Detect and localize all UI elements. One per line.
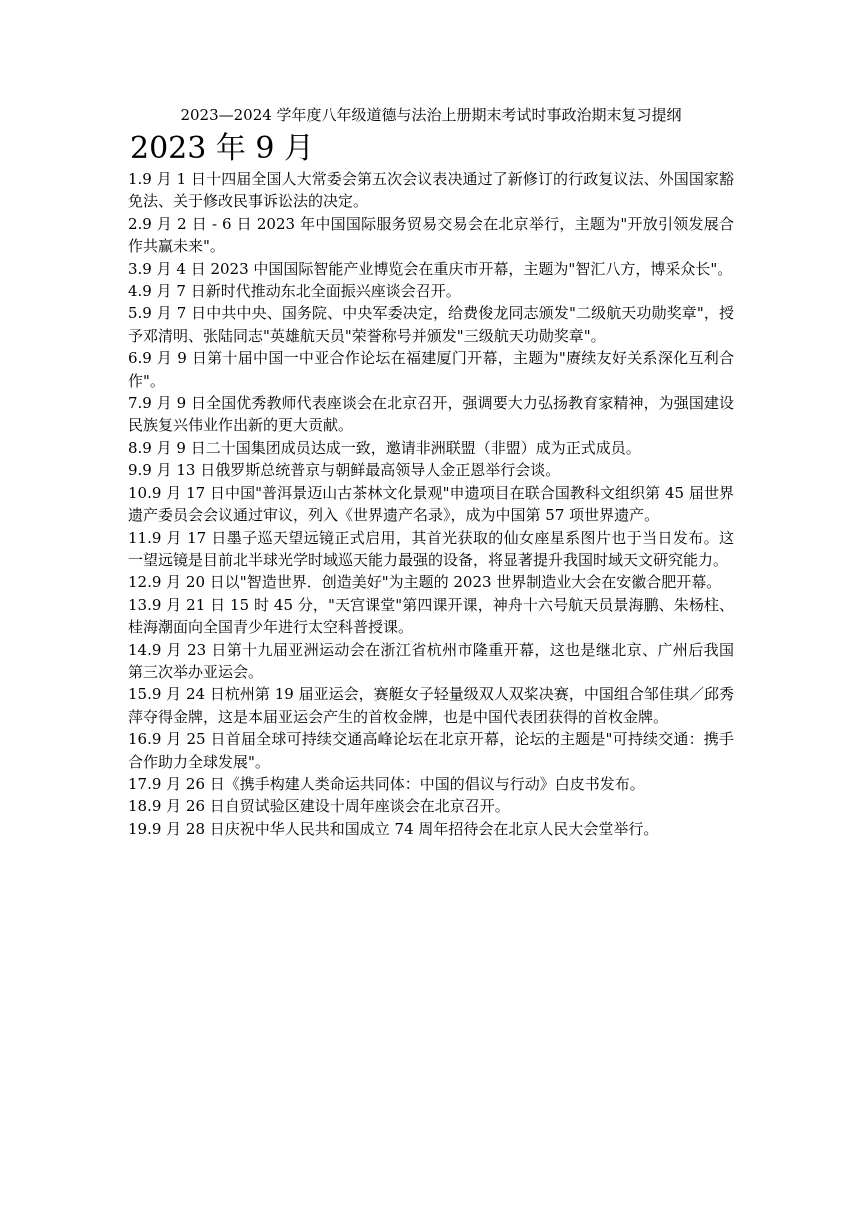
news-item: 7.9 月 9 日全国优秀教师代表座谈会在北京召开，强调要大力弘扬教育家精神，为强国建设民族复兴伟业作出新的更大贡献。 [128, 394, 734, 435]
news-item: 10.9 月 17 日中国"普洱景迈山古茶林文化景观"申遗项目在联合国教科文组织第 45 届世界遗产委员会会议通过审议，列入《世界遗产名录》，成为中国第 57 项世界遗产。 [128, 483, 734, 525]
news-item: 14.9 月 23 日第十九届亚洲运动会在浙江省杭州市隆重开幕，这也是继北京、广州后我国第三次举办亚运会。 [128, 640, 734, 681]
news-item: 12.9 月 20 日以"智造世界．创造美好"为主题的 2023 世界制造业大会在安徽合肥开幕。 [128, 573, 722, 592]
news-item: 4.9 月 7 日新时代推动东北全面振兴座谈会召开。 [128, 282, 461, 301]
news-item: 1.9 月 1 日十四届全国人大常委会第五次会议表决通过了新修订的行政复议法、外国国家豁免法、关于修改民事诉讼法的决定。 [128, 170, 734, 211]
news-item: 3.9 月 4 日 2023 中国国际智能产业博览会在重庆市开幕，主题为"智汇八方，博采众长"。 [128, 259, 733, 278]
news-item: 19.9 月 28 日庆祝中华人民共和国成立 74 周年招待会在北京人民大会堂举行。 [128, 819, 659, 838]
news-item: 9.9 月 13 日俄罗斯总统普京与朝鲜最高领导人金正恩举行会谈。 [128, 461, 561, 480]
news-item: 6.9 月 9 日第十届中国一中亚合作论坛在福建厦门开幕，主题为"赓续友好关系深化互利合作"。 [128, 349, 734, 390]
news-list [128, 168, 734, 840]
document-page [128, 104, 734, 840]
news-item: 11.9 月 17 日墨子巡天望远镜正式启用，其首光获取的仙女座星系图片也于当日发布。这一望远镜是目前北半球光学时域巡天能力最强的设备，将显著提升我国时域天文研究能力。 [128, 528, 734, 569]
document-title: 2023—2024 学年度八年级道德与法治上册期末考试时事政治期末复习提纲 [180, 106, 682, 124]
news-item: 13.9 月 21 日 15 时 45 分，"天宫课堂"第四课开课，神舟十六号航天员景海鹏、朱杨柱、桂海潮面向全国青少年进行太空科普授课。 [128, 595, 734, 637]
news-item: 17.9 月 26 日《携手构建人类命运共同体：中国的倡议与行动》白皮书发布。 [128, 774, 645, 793]
month-heading: 2023 年 9 月 [130, 131, 315, 166]
news-item: 15.9 月 24 日杭州第 19 届亚运会，赛艇女子轻量级双人双桨决赛，中国组合邹佳琪／邱秀萍夺得金牌，这是本届亚运会产生的首枚金牌，也是中国代表团获得的首枚金牌。 [128, 685, 734, 726]
news-item: 16.9 月 25 日首届全球可持续交通高峰论坛在北京开幕，论坛的主题是"可持续交通：携手合作助力全球发展"。 [128, 730, 734, 771]
news-item: 5.9 月 7 日中共中央、国务院、中央军委决定，给费俊龙同志颁发"二级航天功勋奖章"，授予邓清明、张陆同志"英雄航天员"荣誉称号并颁发"三级航天功勋奖章"。 [128, 304, 734, 345]
news-item: 2.9 月 2 日 - 6 日 2023 年中国国际服务贸易交易会在北京举行，主题为"开放引领发展合作共赢未来"。 [128, 214, 734, 256]
news-item: 18.9 月 26 日自贸试验区建设十周年座谈会在北京召开。 [128, 797, 510, 816]
news-item: 8.9 月 9 日二十国集团成员达成一致，邀请非洲联盟（非盟）成为正式成员。 [128, 438, 641, 457]
